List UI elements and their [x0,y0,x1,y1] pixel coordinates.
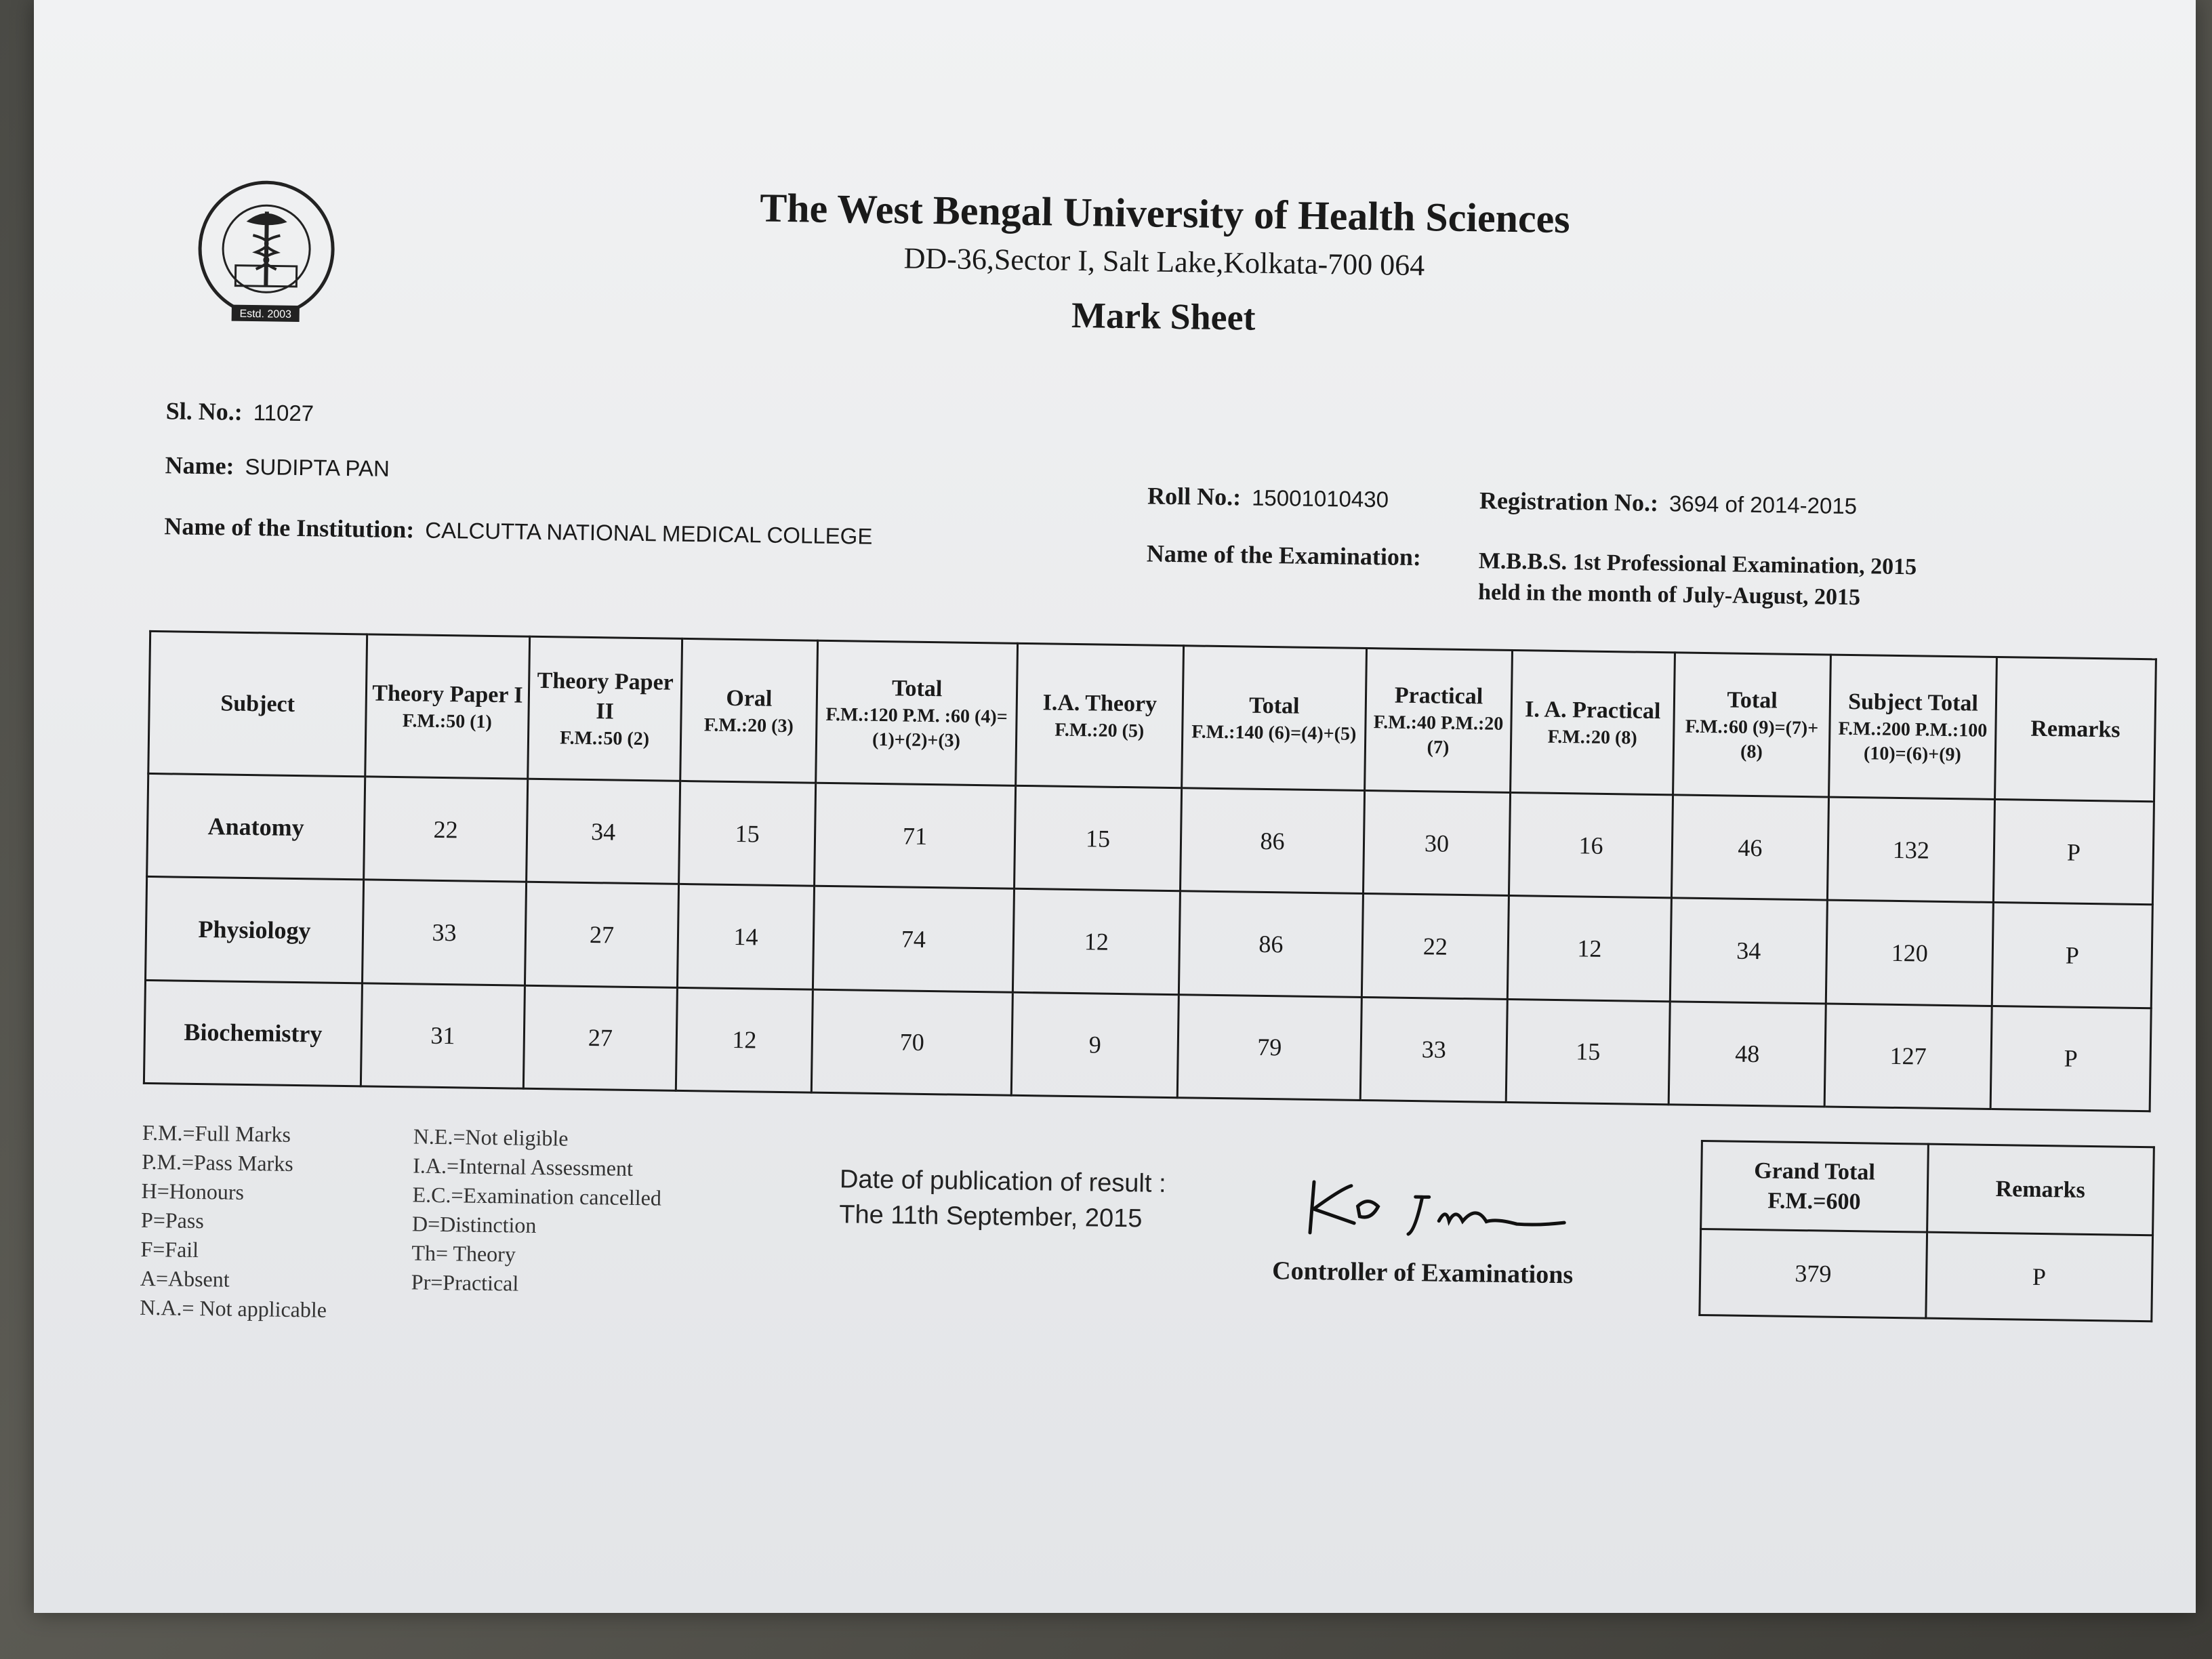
marks-header-sub: F.M.:50 (2) [559,726,650,750]
roll-value: 15001010430 [1251,485,1389,512]
roll-field [1147,481,1389,513]
marks-body [144,773,2154,1111]
marks-header-col-0 [148,631,367,776]
marks-header-title: Theory Paper II [537,668,674,724]
marks-cell: 34 [1670,898,1827,1004]
marks-cell: 27 [525,882,678,987]
university-address: DD-36,Sector I, Salt Lake,Kolkata-700 064 [903,241,1425,283]
subject-name: Biochemistry [144,980,362,1086]
exam-value [1478,546,1917,614]
marks-header-sub: F.M.:60 (9)=(7)+(8) [1685,716,1819,762]
name-field [165,451,390,483]
legend-item: Th= Theory [411,1240,516,1267]
marks-header-row [148,631,2156,801]
mark-sheet-paper [34,0,2196,1613]
marks-cell: 15 [1506,999,1670,1105]
sl-no-label: Sl. No.: [165,397,243,426]
marks-header-sub: F.M.:120 P.M. :60 (4)=(1)+(2)+(3) [825,703,1008,752]
controller-title: Controller of Examinations [1271,1256,1574,1290]
sl-no-field [165,396,314,427]
legend-item: H=Honours [141,1178,245,1204]
marks-header-title: Subject Total [1847,689,1979,716]
grand-remark-value: P [1925,1232,2152,1322]
marks-cell: 33 [362,880,526,985]
publication-date [839,1162,1166,1237]
svg-text:Estd. 2003: Estd. 2003 [239,308,292,321]
marks-cell: 14 [677,884,814,989]
marks-cell: 127 [1824,1004,1992,1109]
marks-cell: 15 [1015,785,1182,891]
marks-header-col-2 [528,636,682,781]
marks-header-col-7 [1365,649,1513,793]
marks-header-col-10 [1829,655,1997,799]
marks-header-title: Theory Paper I [372,680,523,708]
marks-cell: 31 [361,983,525,1089]
name-label: Name: [165,451,234,480]
marks-cell: 74 [813,886,1014,991]
legend-item: N.A.= Not applicable [140,1294,327,1322]
legend-item: P.M.=Pass Marks [142,1149,293,1176]
marks-header-col-6 [1182,646,1367,791]
grand-total-header [1701,1141,1928,1232]
exam-held-line: held in the month of July-August, 2015 [1477,579,1861,611]
registration-label: Registration No.: [1479,487,1659,517]
subject-name: Anatomy [147,773,365,880]
marks-header-sub: F.M.:20 (5) [1054,719,1145,741]
marks-header-sub: F.M.:200 P.M.:100 (10)=(6)+(9) [1838,718,1988,765]
marks-header-sub: F.M.:20 (8) [1547,726,1637,749]
legend-item: A=Absent [140,1265,230,1292]
legend-item: D=Distinction [411,1211,537,1237]
marks-cell: 46 [1671,795,1828,901]
marks-header-col-9 [1673,653,1831,797]
grand-total-title: Grand Total [1754,1158,1876,1185]
institution-field [164,512,873,550]
grand-total-fm: F.M.=600 [1767,1187,1861,1214]
roll-label: Roll No.: [1147,482,1242,511]
exam-name-line: M.B.B.S. 1st Professional Examination, 2015 [1478,548,1917,580]
marks-header-col-1 [365,634,530,779]
marks-header-title: Remarks [2030,716,2121,743]
legend-item: N.E.=Not eligible [413,1124,569,1151]
sl-no-value: 11027 [253,400,314,426]
legend-item: F.M.=Full Marks [142,1120,291,1147]
legend-item: I.A.=Internal Assessment [412,1153,634,1181]
marks-header-sub: F.M.:140 (6)=(4)+(5) [1191,720,1357,745]
marks-cell: 27 [523,985,677,1090]
marks-cell: 33 [1360,997,1507,1102]
registration-field [1479,486,1858,520]
marks-header-title: I. A. Practical [1524,696,1661,724]
marks-cell: 12 [1507,896,1671,1002]
institution-value: CALCUTTA NATIONAL MEDICAL COLLEGE [425,517,873,549]
document-title: Mark Sheet [1071,294,1256,338]
grand-remarks-header: Remarks [1927,1144,2154,1235]
registration-value: 3694 of 2014-2015 [1668,491,1858,519]
marks-cell: 12 [1012,889,1180,995]
grand-total-table [1698,1140,2155,1322]
exam-label: Name of the Examination: [1146,539,1422,571]
legend-item: E.C.=Examination cancelled [412,1182,662,1210]
marks-header-title: Total [1248,693,1300,719]
marks-header-title: Total [891,675,943,701]
marks-cell: 70 [811,989,1012,1095]
marks-cell: 22 [1361,894,1509,999]
exam-field [1147,539,1422,571]
marks-header-col-3 [680,638,818,783]
marks-header-sub: F.M.:50 (1) [402,710,493,733]
marks-cell: 71 [815,783,1016,888]
marks-cell: 22 [364,777,528,882]
marks-header-col-8 [1511,651,1675,795]
marks-header-title: Practical [1394,682,1483,709]
marks-cell: 48 [1668,1001,1826,1107]
marks-cell: 86 [1179,891,1363,997]
marks-header-title: Total [1727,687,1778,713]
marks-cell: 30 [1363,790,1510,895]
legend-column-2 [411,1122,663,1300]
marks-cell: 120 [1826,900,1993,1006]
marks-header-title: Oral [726,685,773,712]
subject-remark: P [1993,799,2154,905]
marks-header-col-5 [1016,643,1184,787]
legend-item: Pr=Practical [411,1269,519,1296]
marks-header-title: Subject [220,690,295,717]
marks-cell: 79 [1177,994,1361,1100]
legend-item: F=Fail [140,1236,199,1263]
marks-cell: 34 [527,779,680,884]
marks-cell: 12 [676,987,813,1092]
mark-sheet [138,156,2175,1471]
marks-cell: 16 [1509,792,1673,898]
subject-remark: P [1990,1006,2151,1111]
marks-header-title: I.A. Theory [1042,689,1158,717]
marks-table [143,630,2157,1112]
grand-total-value: 379 [1700,1229,1927,1318]
subject-name: Physiology [146,877,364,983]
institution-label: Name of the Institution: [164,512,415,544]
publication-label: Date of publication of result : [839,1165,1166,1198]
marks-header-sub: F.M.:20 (3) [703,714,794,737]
marks-header-col-4 [816,640,1018,785]
subject-remark: P [1992,903,2152,1008]
name-value: SUDIPTA PAN [245,453,390,481]
marks-header-col-11 [1995,657,2156,801]
controller-signature [1293,1168,1633,1254]
marks-cell: 9 [1011,992,1179,1098]
marks-cell: 15 [679,781,816,886]
legend-column-1 [140,1118,329,1325]
marks-cell: 86 [1180,788,1364,894]
university-name: The West Bengal University of Health Sciences [759,185,1571,242]
legend-item: P=Pass [140,1207,205,1233]
marks-cell: 132 [1827,797,1994,903]
publication-date-value: The 11th September, 2015 [838,1200,1143,1233]
marks-header-sub: F.M.:40 P.M.:20 (7) [1373,711,1504,758]
